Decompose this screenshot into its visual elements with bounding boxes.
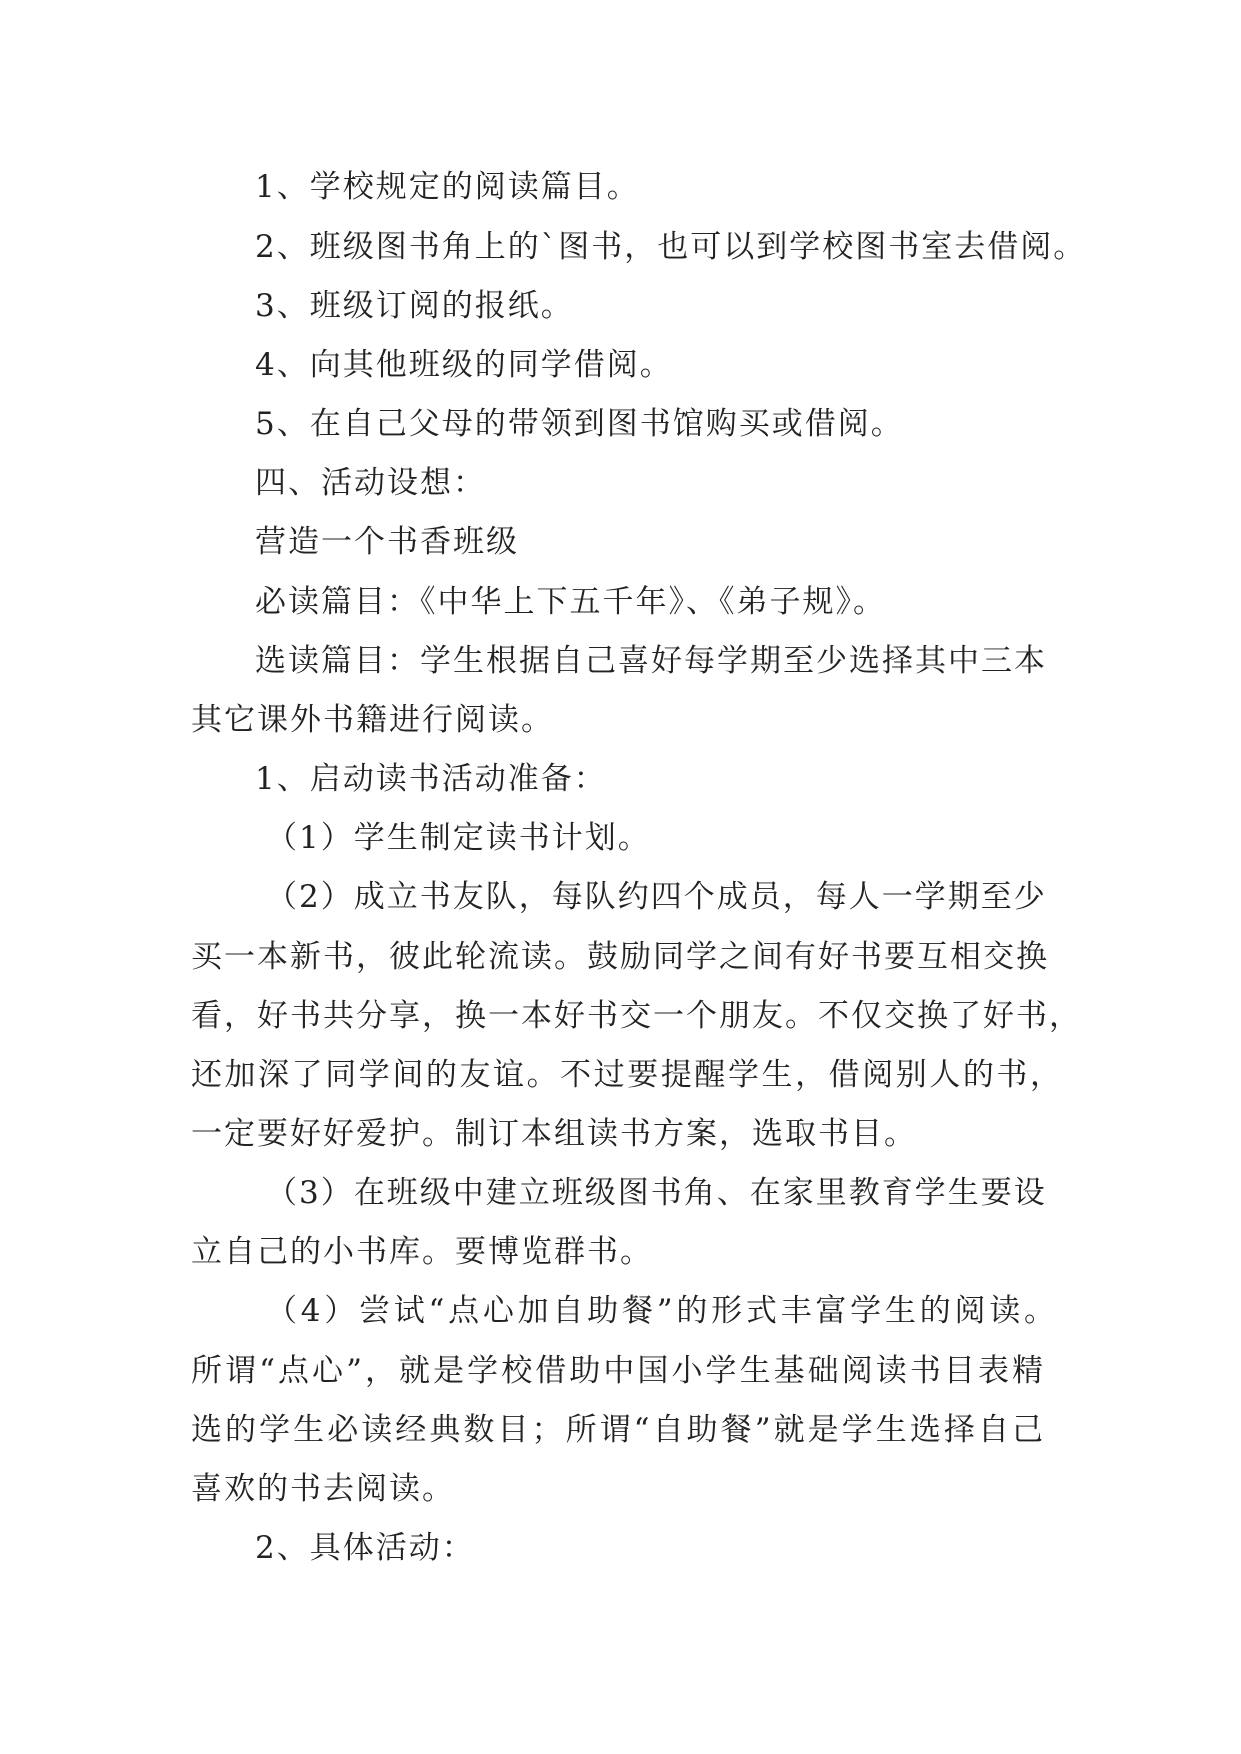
paragraph-line: （2）成立书友队，每队约四个成员，每人一学期至少 xyxy=(266,879,1047,915)
paragraph-line: 立自己的小书库。要博览群书。 xyxy=(191,1234,653,1270)
subsection-heading: 2、具体活动： xyxy=(255,1530,475,1566)
paragraph-line: （1）学生制定读书计划。 xyxy=(266,820,651,856)
list-item-5: 5、在自己父母的带领到图书馆购买或借阅。 xyxy=(255,406,904,442)
list-item-1: 1、学校规定的阅读篇目。 xyxy=(255,169,640,205)
paragraph-line: 买一本新书，彼此轮流读。鼓励同学之间有好书要互相交换 xyxy=(191,939,1049,975)
section-heading: 四、活动设想： xyxy=(255,465,486,501)
list-item-3: 3、班级订阅的报纸。 xyxy=(255,288,574,324)
list-item-4: 4、向其他班级的同学借阅。 xyxy=(255,347,673,383)
paragraph-line: 一定要好好爱护。制订本组读书方案，选取书目。 xyxy=(191,1116,917,1152)
subsection-heading: 1、启动读书活动准备： xyxy=(255,761,607,797)
paragraph-line: 选读篇目：学生根据自己喜好每学期至少选择其中三本 xyxy=(255,643,1047,679)
paragraph-line: （3）在班级中建立班级图书角、在家里教育学生要设 xyxy=(266,1175,1047,1211)
paragraph-line: 其它课外书籍进行阅读。 xyxy=(191,702,554,738)
paragraph-line: 必读篇目：《中华上下五千年》、《弟子规》。 xyxy=(255,584,886,620)
paragraph-line: 所谓“点心”，就是学校借助中国小学生基础阅读书目表精 xyxy=(191,1353,1045,1389)
paragraph-line: 还加深了同学间的友谊。不过要提醒学生，借阅别人的书， xyxy=(191,1057,1063,1093)
paragraph-line: 营造一个书香班级 xyxy=(255,524,519,560)
list-item-2: 2、班级图书角上的`图书，也可以到学校图书室去借阅。 xyxy=(255,229,1087,265)
paragraph-line: 喜欢的书去阅读。 xyxy=(191,1471,455,1507)
paragraph-line: 看，好书共分享，换一本好书交一个朋友。不仅交换了好书， xyxy=(191,998,1082,1034)
paragraph-line: （4）尝试“点心加自助餐”的形式丰富学生的阅读。 xyxy=(266,1293,1057,1329)
paragraph-line: 选的学生必读经典数目；所谓“自助餐”就是学生选择自己 xyxy=(191,1412,1045,1448)
